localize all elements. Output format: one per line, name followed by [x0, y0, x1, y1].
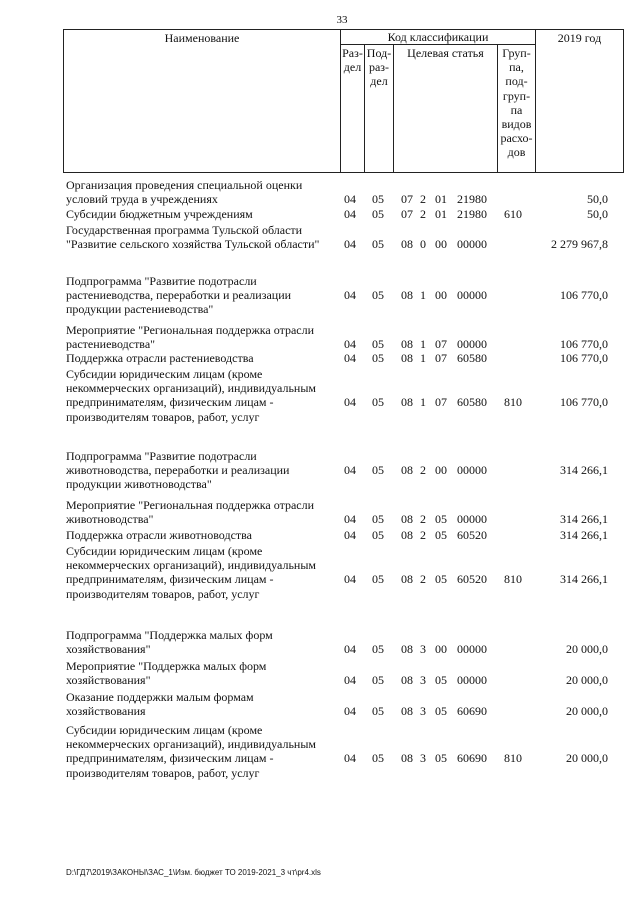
row-code-pr: 05 [372, 237, 384, 252]
row-name-line: Субсидии бюджетным учреждениям [66, 207, 253, 221]
row-code-a: 08 [401, 395, 413, 410]
row-name-line: растениеводства" [66, 337, 156, 352]
row-amount: 314 266,1 [560, 528, 608, 542]
row-code-r: 04 [344, 207, 356, 221]
row-code-g: 810 [504, 751, 522, 766]
row-name-line: производителям товаров, работ, услуг [66, 586, 260, 601]
row-code-pr: 05 [372, 751, 384, 766]
row-code-c: 05 [435, 572, 447, 587]
row-name-line: животноводства" [66, 512, 154, 527]
row-code-d: 60520 [457, 572, 487, 587]
row-amount: 314 266,1 [560, 463, 608, 478]
row-code-r: 04 [344, 395, 356, 410]
row-code-r: 04 [344, 751, 356, 766]
row-name-line: Поддержка отрасли растениеводства [66, 351, 254, 365]
row-code-c: 05 [435, 704, 447, 719]
row-name [66, 544, 344, 601]
row-name [66, 178, 344, 206]
row-amount: 106 770,0 [560, 288, 608, 303]
row-code-a: 08 [401, 463, 413, 478]
row-name-line: Государственная программа Тульской области [66, 223, 303, 237]
row-code-b: 2 [420, 572, 426, 587]
row-code-pr: 05 [372, 463, 384, 478]
row-name [66, 207, 344, 221]
row-name-line: Подпрограмма "Поддержка малых форм [66, 628, 273, 642]
row-name-line: Субсидии юридическим лицам (кроме [66, 723, 263, 737]
row-name-line: Организация проведения специальной оценки [66, 178, 303, 192]
header-section-cell: Раз- дел [340, 44, 365, 173]
row-name [66, 628, 344, 656]
row-amount: 20 000,0 [566, 704, 608, 719]
row-code-pr: 05 [372, 337, 384, 352]
row-code-c: 05 [435, 673, 447, 688]
row-code-c: 01 [435, 207, 447, 221]
row-name-line: животноводства, переработки и реализации [66, 463, 290, 478]
row-code-g: 610 [504, 207, 522, 221]
row-code-r: 04 [344, 237, 356, 252]
row-code-d: 00000 [457, 673, 487, 688]
row-name-line: Мероприятие "Региональная поддержка отрасли [66, 498, 315, 512]
row-name-line: Оказание поддержки малым формам [66, 690, 254, 704]
row-code-d: 00000 [457, 463, 487, 478]
row-name-line: "Развитие сельского хозяйства Тульской области" [66, 237, 320, 252]
row-name [66, 528, 344, 542]
row-code-pr: 05 [372, 207, 384, 221]
row-code-d: 21980 [457, 192, 487, 207]
row-code-pr: 05 [372, 351, 384, 365]
row-amount: 314 266,1 [560, 572, 608, 587]
row-name-line: некоммерческих организаций), индивидуальным [66, 737, 316, 752]
row-amount: 106 770,0 [560, 337, 608, 352]
row-code-a: 08 [401, 237, 413, 252]
row-code-b: 2 [420, 512, 426, 527]
header-classification-cell: Код классификации [340, 29, 536, 45]
header-year-cell: 2019 год [535, 29, 624, 173]
row-code-pr: 05 [372, 288, 384, 303]
row-code-c: 00 [435, 288, 447, 303]
row-code-b: 3 [420, 673, 426, 688]
row-code-c: 00 [435, 642, 447, 657]
row-code-d: 60580 [457, 351, 487, 365]
row-code-b: 2 [420, 192, 426, 207]
row-code-a: 08 [401, 642, 413, 657]
row-name [66, 367, 344, 424]
row-code-b: 0 [420, 237, 426, 252]
row-name-line: Поддержка отрасли животноводства [66, 528, 252, 542]
row-name [66, 498, 344, 526]
row-code-r: 04 [344, 463, 356, 478]
row-name-line: условий труда в учреждениях [66, 192, 218, 207]
row-amount: 314 266,1 [560, 512, 608, 527]
row-name [66, 723, 344, 780]
row-code-d: 21980 [457, 207, 487, 221]
row-name [66, 323, 344, 351]
row-code-b: 1 [420, 288, 426, 303]
row-amount: 50,0 [587, 192, 608, 207]
row-code-r: 04 [344, 642, 356, 657]
file-path-footer: D:\ГД7\2019\ЗАКОНЫ\ЗАС_1\Изм. бюджет ТО 2019-2021_3 чт\pr4.xls [66, 868, 321, 877]
row-code-c: 01 [435, 192, 447, 207]
row-code-r: 04 [344, 288, 356, 303]
row-name-line: некоммерческих организаций), индивидуальным [66, 381, 316, 396]
row-code-pr: 05 [372, 192, 384, 207]
row-name-line: Подпрограмма "Развитие подотрасли [66, 449, 257, 463]
row-code-b: 3 [420, 751, 426, 766]
header-subsection-cell: Под- раз- дел [364, 44, 394, 173]
row-code-c: 05 [435, 528, 447, 542]
row-code-d: 00000 [457, 288, 487, 303]
row-name-line: хозяйствования [66, 704, 146, 719]
page-number: 33 [336, 14, 348, 26]
row-name-line: производителям товаров, работ, услуг [66, 765, 260, 780]
row-name-line: продукции животноводства" [66, 477, 212, 492]
row-code-a: 08 [401, 512, 413, 527]
row-name-line: производителям товаров, работ, услуг [66, 409, 260, 424]
row-code-r: 04 [344, 351, 356, 365]
row-name [66, 223, 344, 251]
header-group-cell: Груп- па, под- груп- па видов расхо- дов [497, 44, 536, 173]
row-code-b: 2 [420, 528, 426, 542]
row-code-c: 07 [435, 351, 447, 365]
row-code-d: 00000 [457, 237, 487, 252]
row-code-a: 07 [401, 207, 413, 221]
row-amount: 106 770,0 [560, 351, 608, 365]
row-code-r: 04 [344, 673, 356, 688]
header-target-cell: Целевая статья [393, 44, 498, 173]
row-amount: 2 279 967,8 [551, 237, 608, 252]
row-name-line: хозяйствования" [66, 673, 151, 688]
row-code-d: 00000 [457, 337, 487, 352]
row-code-b: 3 [420, 642, 426, 657]
row-code-a: 08 [401, 351, 413, 365]
row-code-b: 1 [420, 337, 426, 352]
row-code-r: 04 [344, 192, 356, 207]
row-code-d: 00000 [457, 512, 487, 527]
row-code-a: 07 [401, 192, 413, 207]
row-name-line: некоммерческих организаций), индивидуальным [66, 558, 316, 573]
row-code-d: 60690 [457, 751, 487, 766]
row-name-line: Мероприятие "Поддержка малых форм [66, 659, 267, 673]
row-code-r: 04 [344, 704, 356, 719]
row-code-a: 08 [401, 288, 413, 303]
row-code-c: 00 [435, 237, 447, 252]
row-code-b: 3 [420, 704, 426, 719]
row-code-d: 60520 [457, 528, 487, 542]
row-code-pr: 05 [372, 642, 384, 657]
row-name-line: Субсидии юридическим лицам (кроме [66, 367, 263, 381]
row-code-pr: 05 [372, 395, 384, 410]
row-code-a: 08 [401, 337, 413, 352]
row-code-a: 08 [401, 751, 413, 766]
row-code-c: 07 [435, 395, 447, 410]
row-code-b: 1 [420, 395, 426, 410]
row-code-pr: 05 [372, 512, 384, 527]
row-code-d: 00000 [457, 642, 487, 657]
row-name [66, 690, 344, 718]
row-name [66, 449, 344, 492]
row-name [66, 659, 344, 687]
row-amount: 20 000,0 [566, 673, 608, 688]
row-name-line: хозяйствования" [66, 642, 151, 657]
row-code-r: 04 [344, 572, 356, 587]
row-name [66, 351, 344, 365]
row-name-line: продукции растениеводства" [66, 302, 214, 317]
row-code-a: 08 [401, 704, 413, 719]
row-name-line: предпринимателям, физическим лицам - [66, 395, 274, 410]
row-code-c: 05 [435, 512, 447, 527]
row-code-d: 60690 [457, 704, 487, 719]
row-code-g: 810 [504, 572, 522, 587]
row-code-d: 60580 [457, 395, 487, 410]
row-name-line: Субсидии юридическим лицам (кроме [66, 544, 263, 558]
row-code-r: 04 [344, 337, 356, 352]
row-name [66, 274, 344, 317]
row-code-r: 04 [344, 512, 356, 527]
row-amount: 50,0 [587, 207, 608, 221]
row-amount: 20 000,0 [566, 642, 608, 657]
row-amount: 20 000,0 [566, 751, 608, 766]
row-code-pr: 05 [372, 528, 384, 542]
row-code-c: 05 [435, 751, 447, 766]
row-code-b: 2 [420, 463, 426, 478]
row-name-line: Мероприятие "Региональная поддержка отрасли [66, 323, 315, 337]
row-name-line: предпринимателям, физическим лицам - [66, 751, 274, 766]
row-name-line: Подпрограмма "Развитие подотрасли [66, 274, 257, 288]
row-code-pr: 05 [372, 704, 384, 719]
row-code-g: 810 [504, 395, 522, 410]
row-code-b: 1 [420, 351, 426, 365]
row-code-c: 07 [435, 337, 447, 352]
row-name-line: растениеводства, переработки и реализации [66, 288, 292, 303]
row-code-pr: 05 [372, 673, 384, 688]
row-code-pr: 05 [372, 572, 384, 587]
row-code-r: 04 [344, 528, 356, 542]
row-amount: 106 770,0 [560, 395, 608, 410]
row-code-c: 00 [435, 463, 447, 478]
header-name-cell: Наименование [63, 29, 341, 173]
row-code-a: 08 [401, 572, 413, 587]
row-code-b: 2 [420, 207, 426, 221]
row-code-a: 08 [401, 528, 413, 542]
row-code-a: 08 [401, 673, 413, 688]
row-name-line: предпринимателям, физическим лицам - [66, 572, 274, 587]
